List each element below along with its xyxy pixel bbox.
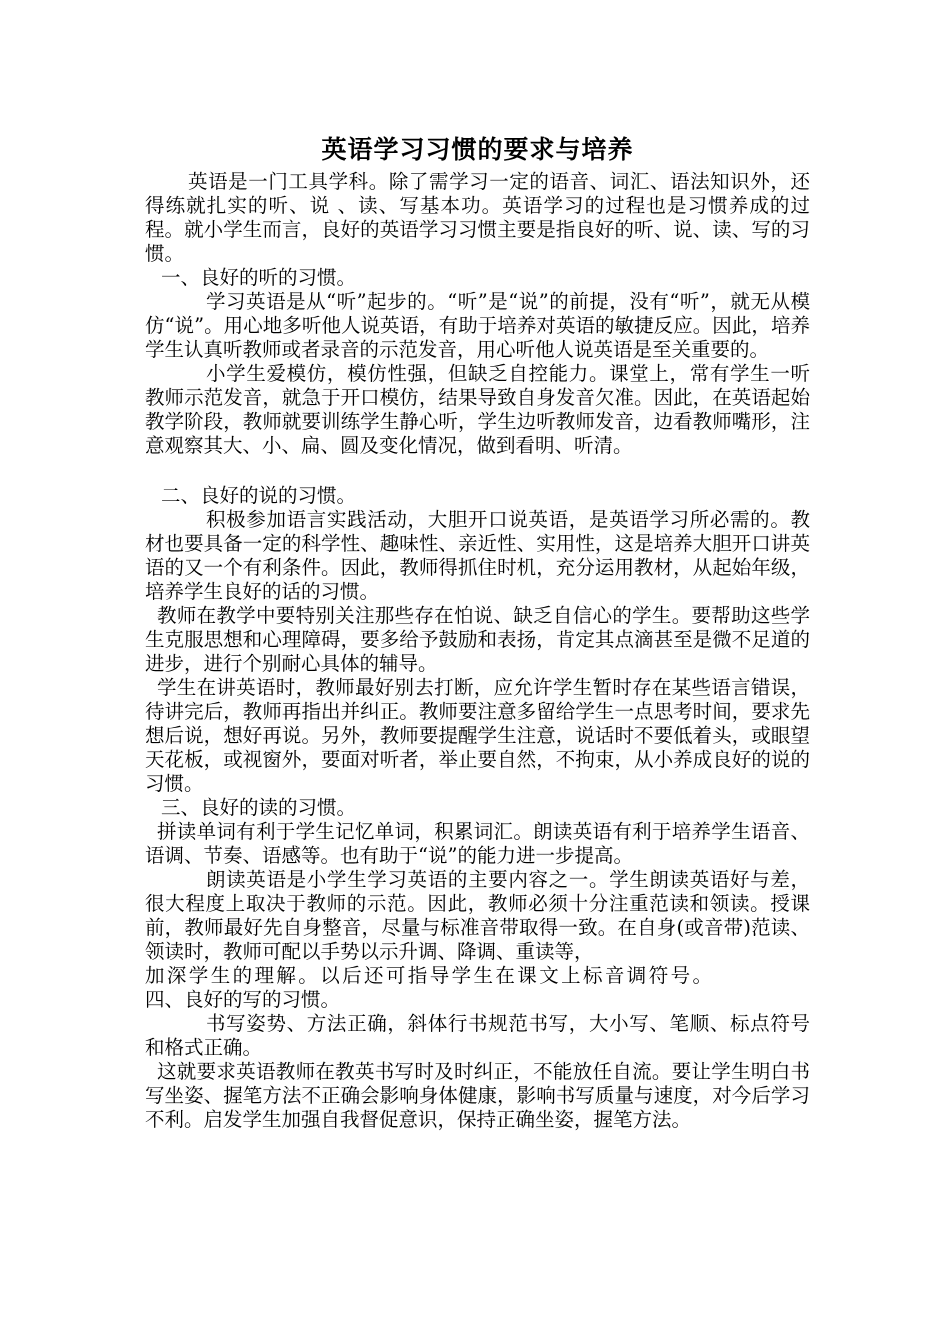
paragraph-reading-3: 加深学生的理解。以后还可指导学生在课文上标音调符号。 <box>145 964 715 987</box>
section-heading-speaking: 二、良好的说的习惯。 <box>161 484 357 507</box>
document-page <box>145 130 810 1132</box>
document-title: 英语学习习惯的要求与培养 <box>321 135 634 164</box>
paragraph-speaking-1: 积极参加语言实践活动，大胆开口说英语，是英语学习所必需的。教材也要具备一定的科学性、趣味性、亲近性、实用性，这是培养大胆开口讲英语的又一个有利条件。因此，教师得抓住时机，充分运用教材，从起始年级，培养学生良好的话的习惯。 <box>145 508 810 603</box>
paragraph-writing-2: 这就要求英语教师在教英书写时及时纠正，不能放任自流。要让学生明白书写坐姿、握笔方法不正确会影响身体健康，影响书写质量与速度，对今后学习不利。启发学生加强自我督促意识，保持正确坐姿，握笔方法。 <box>145 1060 810 1131</box>
section-heading-listening: 一、良好的听的习惯。 <box>161 266 357 289</box>
paragraph-writing-1: 书写姿势、方法正确，斜体行书规范书写，大小写、笔顺、标点符号和格式正确。 <box>145 1012 810 1059</box>
paragraph-speaking-3: 学生在讲英语时，教师最好别去打断，应允许学生暂时存在某些语言错误，待讲完后，教师再指出并纠正。教师要注意多留给学生一点思考时间，要求先想后说，想好再说。另外，教师要提醒学生注意，说话时不要低着头，或眼望天花板，或视窗外，要面对听者，举止要自然，不拘束，从小养成良好的说的习惯。 <box>145 676 810 795</box>
paragraph-intro: 英语是一门工具学科。除了需学习一定的语音、词汇、语法知识外，还得练就扎实的听、说 、读、写基本功。英语学习的过程也是习惯养成的过程。就小学生而言，良好的英语学习习惯主要是指良好的听、说、读、写的习惯。 <box>145 170 810 265</box>
paragraph-listening-1: 学习英语是从“听”起步的。“听”是“说”的前提，没有“听”，就无从模仿“说”。用心地多听他人说英语，有助于培养对英语的敏捷反应。因此，培养学生认真听教师或者录音的示范发音，用心听他人说英语是至关重要的。 <box>145 290 810 361</box>
paragraph-reading-1: 拼读单词有利于学生记忆单词，积累词汇。朗读英语有利于培养学生语音、语调、节奏、语感等。也有助于“说”的能力进一步提高。 <box>145 820 810 867</box>
section-heading-reading: 三、良好的读的习惯。 <box>161 796 357 819</box>
paragraph-speaking-2: 教师在教学中要特别关注那些存在怕说、缺乏自信心的学生。要帮助这些学生克服思想和心理障碍，要多给予鼓励和表扬，肯定其点滴甚至是微不足道的进步，进行个别耐心具体的辅导。 <box>145 604 810 675</box>
section-heading-writing: 四、良好的写的习惯。 <box>145 988 341 1011</box>
blank-line <box>145 458 810 484</box>
paragraph-reading-2: 朗读英语是小学生学习英语的主要内容之一。学生朗读英语好与差，很大程度上取决于教师的示范。因此，教师必须十分注重范读和领读。授课前，教师最好先自身整音，尽量与标准音带取得一致。在自身(或音带)范读、领读时，教师可配以手势以示升调、降调、重读等， <box>145 868 810 963</box>
paragraph-listening-2: 小学生爱模仿，模仿性强，但缺乏自控能力。课堂上，常有学生一听教师示范发音，就急于开口模仿，结果导致自身发音欠准。因此，在英语起始教学阶段，教师就要训练学生静心听，学生边听教师发音，边看教师嘴形，注意观察其大、小、扁、圆及变化情况，做到看明、听清。 <box>145 362 810 457</box>
